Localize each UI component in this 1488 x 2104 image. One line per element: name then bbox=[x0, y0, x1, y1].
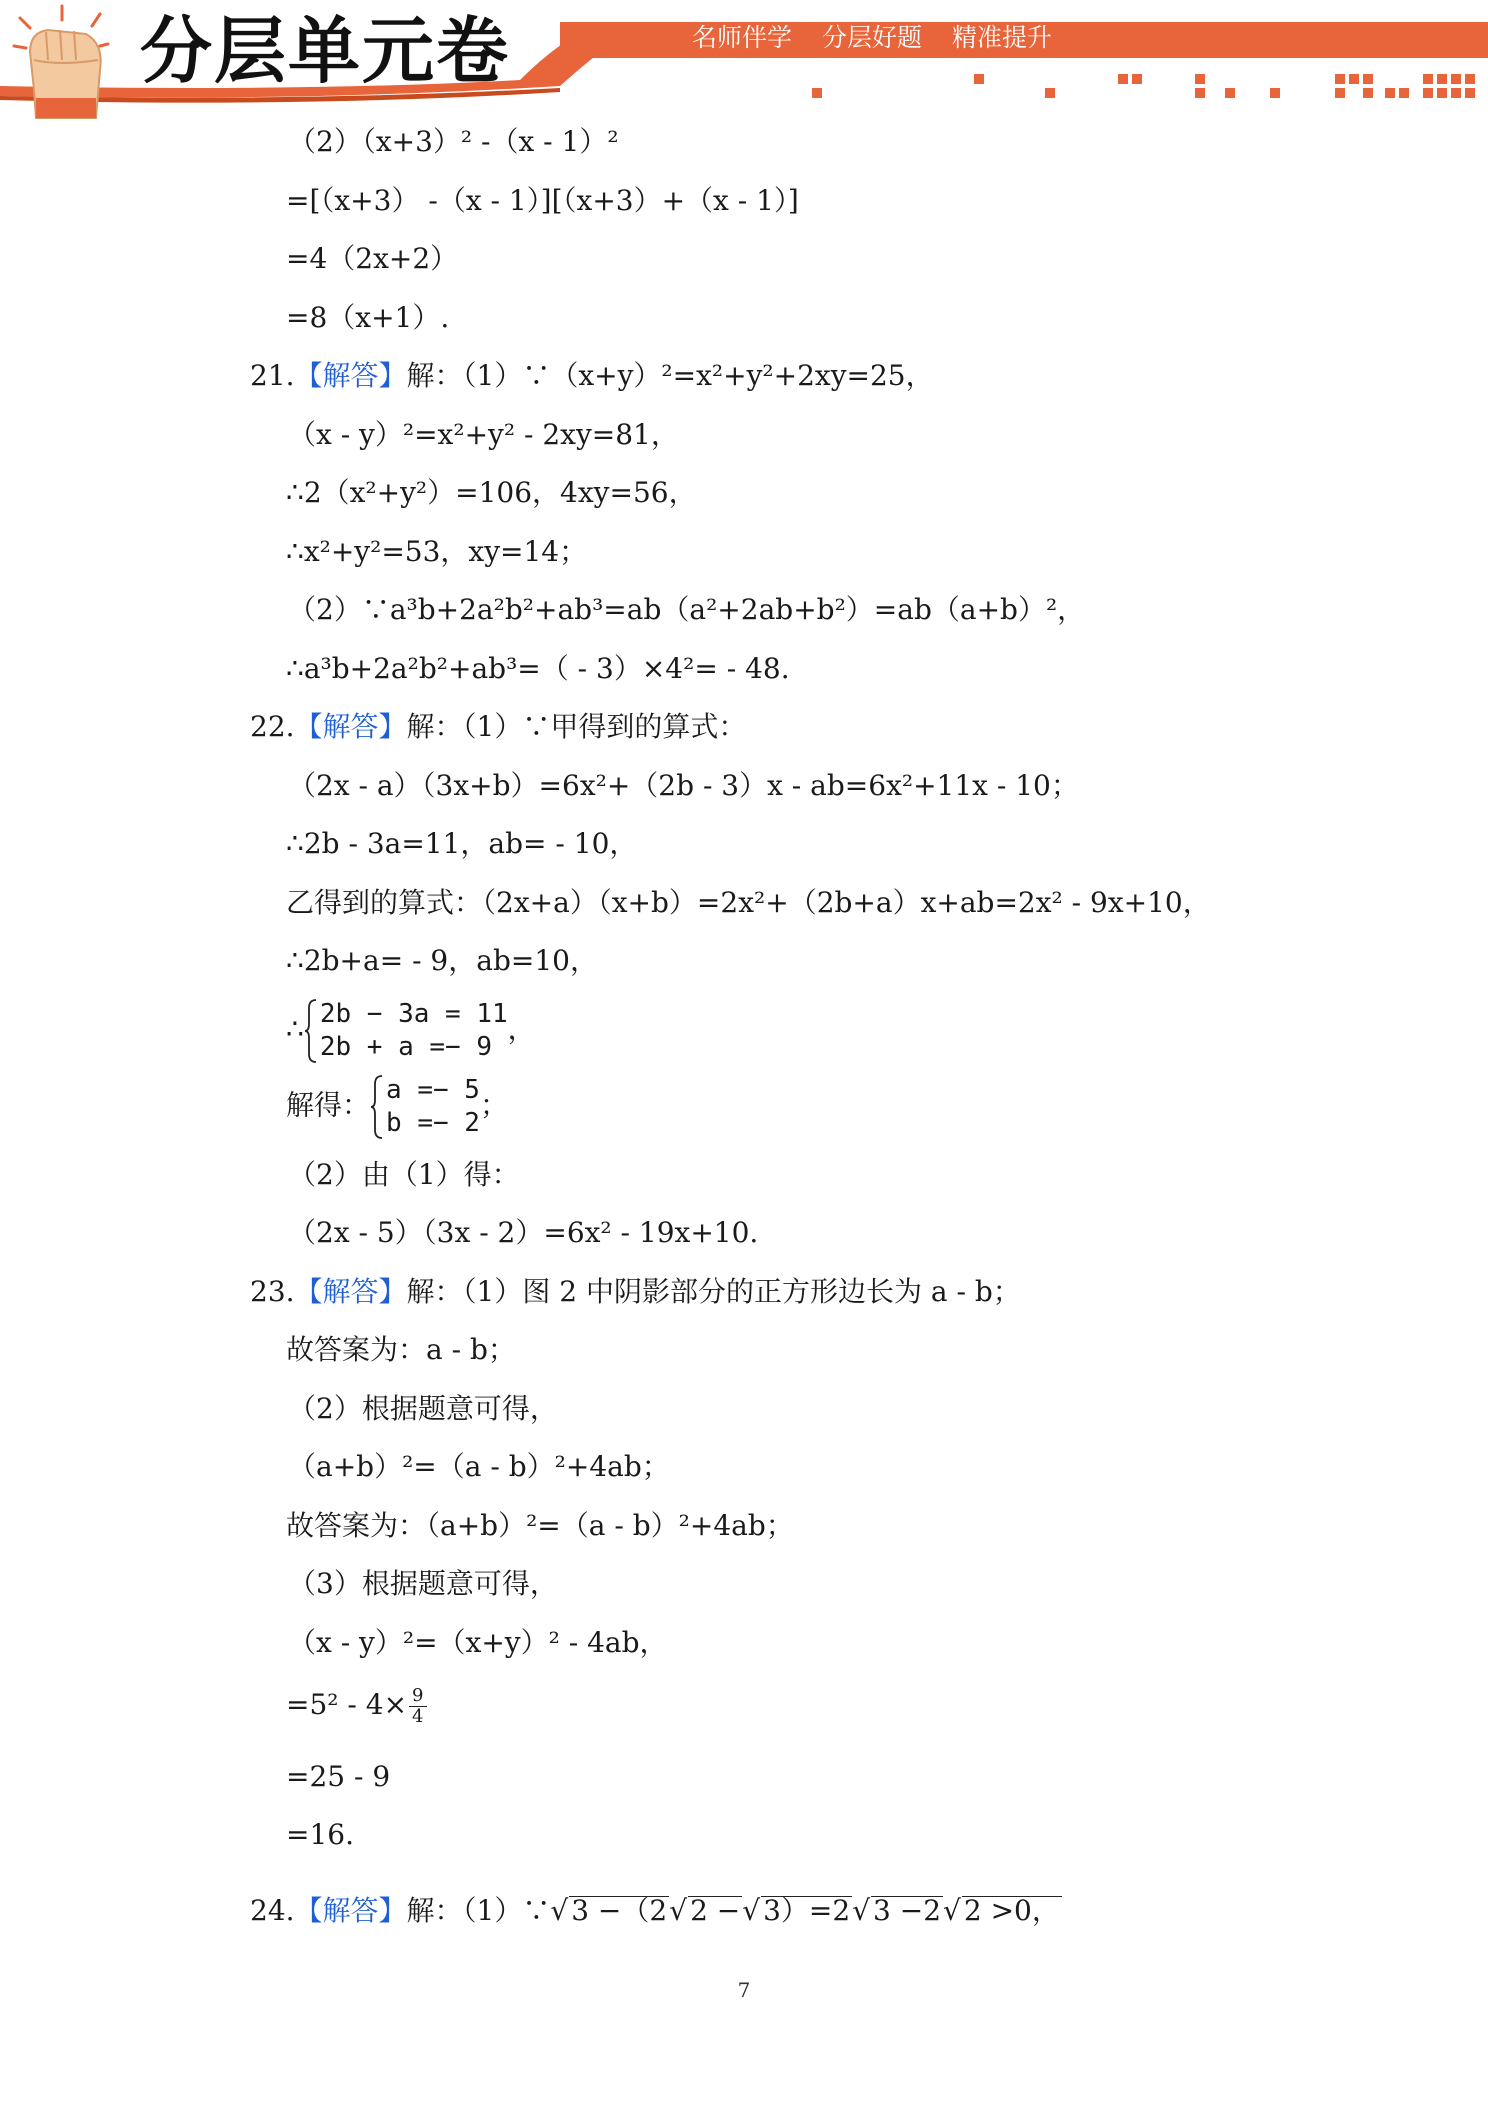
line-text: 解：（1）∵ bbox=[406, 1894, 551, 1927]
answer-tag: 【解答】 bbox=[294, 1275, 407, 1308]
line-text: （3）根据题意可得， bbox=[288, 1567, 558, 1600]
line-text: （x - y）²=x²+y² - 2xy=81， bbox=[288, 418, 679, 451]
sqrt-symbol: √ bbox=[943, 1894, 961, 1927]
question-24 bbox=[250, 1893, 1062, 1929]
line-text: 乙得到的算式：（2x+a）（x+b）=2x²+（2b+a）x+ab=2x² - 9x+10， bbox=[286, 886, 1211, 919]
question-number: 22. bbox=[250, 710, 295, 743]
line-text: =[（x+3） -（x - 1）][（x+3）+（x - 1）] bbox=[286, 184, 799, 217]
therefore-symbol: ∴ bbox=[286, 1012, 304, 1046]
system-row: a =− 5 bbox=[386, 1075, 480, 1105]
slogan-2: 分层好题 bbox=[822, 23, 923, 52]
line-text: 解：（1）∵（x+y）²=x²+y²+2xy=25， bbox=[406, 359, 934, 392]
radicand: 3 −2 bbox=[873, 1894, 942, 1927]
fist-logo-icon bbox=[14, 6, 108, 118]
equation-system-1 bbox=[286, 998, 536, 1064]
line-text: ∴a³b+2a²b²+ab³=（ - 3）×4²= - 48. bbox=[286, 652, 790, 685]
line-text: （2）（x+3）² -（x - 1）² bbox=[288, 125, 619, 158]
line-text: =4（2x+2） bbox=[286, 242, 459, 275]
line-text: （2x - a）（3x+b）=6x²+（2b - 3）x - ab=6x²+11x - 10； bbox=[288, 769, 1079, 802]
fraction-numerator: 9 bbox=[409, 1686, 426, 1707]
slogan-3: 精准提升 bbox=[952, 23, 1053, 52]
page-number: 7 bbox=[737, 1978, 751, 2002]
line-text: ∴2b+a= - 9，ab=10， bbox=[286, 944, 598, 977]
page-header bbox=[0, 0, 1488, 130]
radicand: 3）=2 bbox=[763, 1894, 851, 1927]
fraction bbox=[409, 1686, 426, 1727]
punctuation: ； bbox=[479, 1088, 508, 1122]
system-brace-block bbox=[370, 1074, 480, 1140]
question-number: 23. bbox=[250, 1275, 295, 1308]
equation-system-2 bbox=[286, 1074, 508, 1140]
answer-tag: 【解答】 bbox=[294, 710, 407, 743]
radicand: 2 − bbox=[690, 1894, 741, 1927]
left-brace-icon bbox=[304, 998, 318, 1064]
answer-tag: 【解答】 bbox=[294, 359, 407, 392]
line-text: 故答案为：（a+b）²=（a - b）²+4ab； bbox=[286, 1509, 794, 1542]
line-text: =25 - 9 bbox=[286, 1760, 391, 1793]
radicand: 3 −（2 bbox=[571, 1894, 668, 1927]
line-text: =8（x+1）. bbox=[286, 301, 450, 334]
line-text: 解：（1）图 2 中阴影部分的正方形边长为 a - b； bbox=[406, 1275, 1021, 1308]
system-row: 2b − 3a = 11 bbox=[319, 999, 508, 1029]
line-text: （2x - 5）（3x - 2）=6x² - 19x+10. bbox=[288, 1216, 759, 1249]
fraction-denominator: 4 bbox=[412, 1706, 424, 1727]
fraction-line bbox=[286, 1686, 427, 1727]
question-22 bbox=[250, 709, 746, 745]
sqrt-symbol: √ bbox=[742, 1894, 761, 1927]
line-text: （2）∵a³b+2a²b²+ab³=ab（a²+2ab+b²）=ab（a+b）²， bbox=[288, 593, 1086, 626]
sqrt-symbol: √ bbox=[550, 1894, 569, 1927]
sqrt-symbol: √ bbox=[669, 1894, 688, 1927]
line-text: ∴2b - 3a=11，ab= - 10， bbox=[286, 827, 638, 860]
line-text: （x - y）²=（x+y）² - 4ab， bbox=[288, 1626, 668, 1659]
system-row: b =− 2 bbox=[386, 1108, 480, 1138]
line-text: ∴x²+y²=53，xy=14； bbox=[286, 535, 588, 568]
slogan-1: 名师伴学 bbox=[692, 23, 793, 52]
system-row: 2b + a =− 9 bbox=[319, 1032, 493, 1062]
left-brace-icon bbox=[370, 1074, 384, 1140]
question-number: 24. bbox=[250, 1894, 295, 1927]
answer-tag: 【解答】 bbox=[294, 1894, 407, 1927]
radicand: 2 >0， bbox=[963, 1894, 1060, 1927]
brand-title: 分层单元卷 bbox=[140, 9, 511, 93]
line-text: 故答案为：a - b； bbox=[286, 1333, 516, 1366]
header-slogans bbox=[692, 18, 1082, 58]
line-text: （2）根据题意可得， bbox=[288, 1392, 558, 1425]
line-text: =16. bbox=[286, 1818, 354, 1851]
solution-label: 解得： bbox=[286, 1088, 371, 1122]
question-21 bbox=[250, 358, 934, 394]
line-text: （a+b）²=（a - b）²+4ab； bbox=[288, 1450, 670, 1483]
line-text: 解：（1）∵甲得到的算式： bbox=[406, 710, 747, 743]
line-text: （2）由（1）得： bbox=[288, 1158, 520, 1191]
question-23 bbox=[250, 1274, 1021, 1310]
punctuation: ， bbox=[507, 1012, 536, 1046]
line-text: =5² - 4× bbox=[286, 1688, 408, 1721]
system-brace-block bbox=[304, 998, 508, 1064]
line-text: ∴2（x²+y²）=106，4xy=56， bbox=[286, 476, 697, 509]
sqrt-symbol: √ bbox=[852, 1894, 871, 1927]
question-number: 21. bbox=[250, 359, 295, 392]
